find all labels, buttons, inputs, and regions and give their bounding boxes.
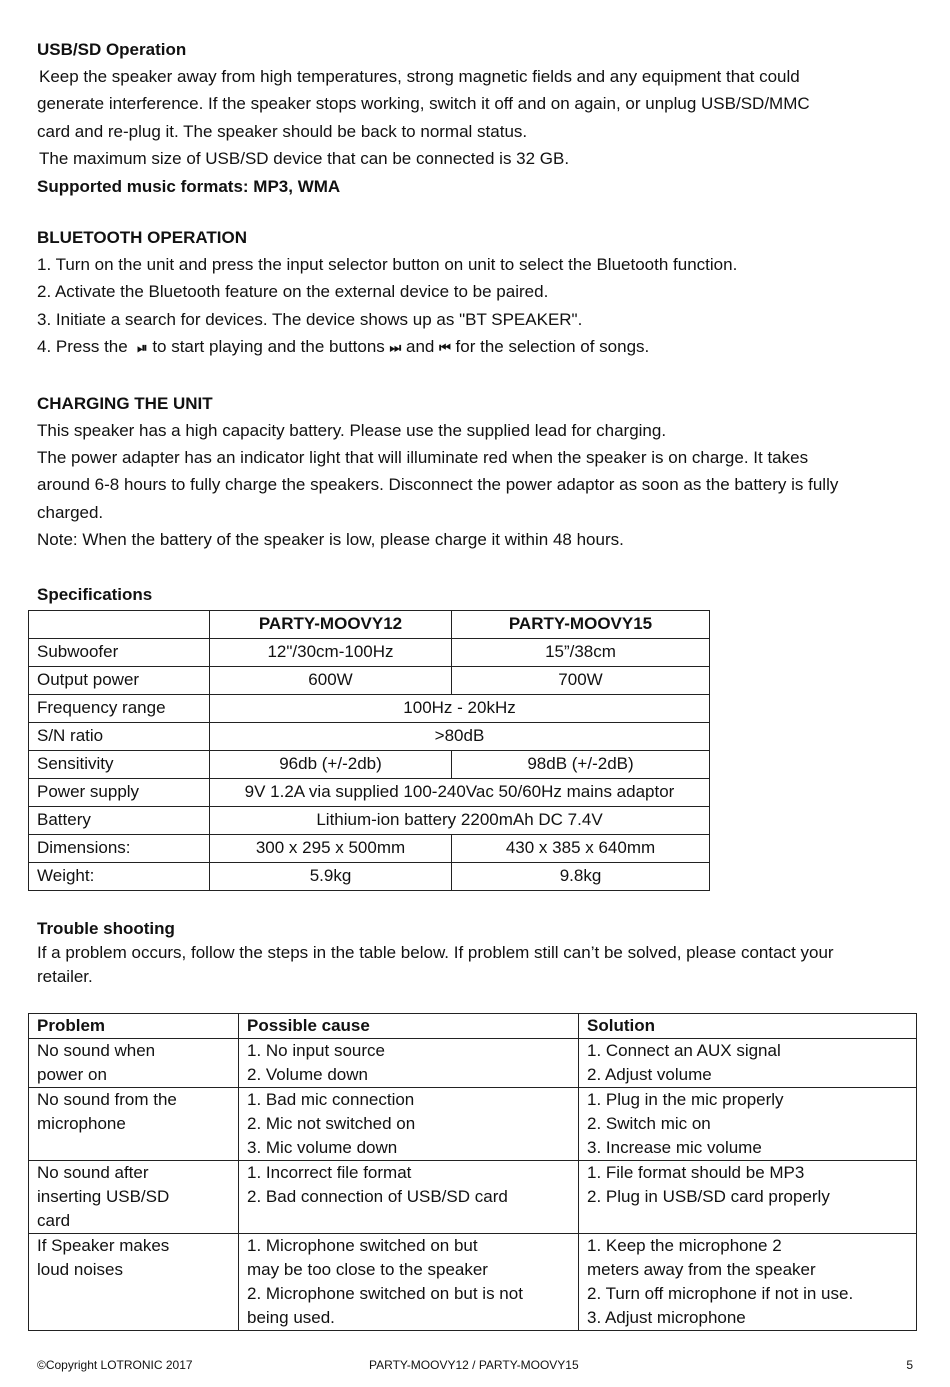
specifications-table — [28, 610, 710, 891]
text-line: 3. Increase mic volume — [587, 1137, 762, 1157]
spec-header-row — [29, 610, 710, 638]
charging-heading: CHARGING THE UNIT — [37, 393, 213, 413]
troubleshooting-table — [28, 1013, 917, 1331]
spec-row — [29, 778, 710, 806]
usb-sd-section — [37, 36, 917, 200]
charging-line: around 6-8 hours to fully charge the speakers. Disconnect the power adaptor as soon as the battery is fully — [37, 475, 839, 495]
trouble-problem — [29, 1160, 239, 1233]
text-line: 1. No input source — [247, 1040, 385, 1060]
text-line: No sound when — [37, 1040, 156, 1060]
manual-page — [37, 36, 917, 1331]
text-line: 2. Microphone switched on but is not — [247, 1283, 523, 1303]
spec-label: Output power — [29, 666, 210, 694]
spec-value: 700W — [452, 666, 710, 694]
step4-text-c: and — [405, 337, 435, 357]
trouble-row — [29, 1038, 917, 1087]
text-line: power on — [37, 1064, 107, 1084]
text-line: loud noises — [37, 1259, 124, 1279]
spec-label: S/N ratio — [29, 722, 210, 750]
text-line: 3. Adjust microphone — [587, 1307, 746, 1327]
text-line: 2. Mic not switched on — [247, 1113, 416, 1133]
specifications-heading: Specifications — [37, 584, 153, 604]
trouble-problem — [29, 1038, 239, 1087]
spec-value: 300 x 295 x 500mm — [210, 834, 452, 862]
spec-value: 430 x 385 x 640mm — [452, 834, 710, 862]
step4-text-a: 4. Press the — [37, 337, 128, 357]
trouble-solution — [579, 1160, 917, 1233]
supported-formats: Supported music formats: MP3, WMA — [37, 176, 341, 196]
bluetooth-step-4 — [37, 333, 917, 362]
footer-models: PARTY-MOOVY12 / PARTY-MOOVY15 — [369, 1358, 579, 1372]
trouble-header-row — [29, 1013, 917, 1038]
usb-paragraph-line: generate interference. If the speaker stops working, switch it off and on again, or unplug USB/SD/MMC — [37, 94, 810, 114]
text-line: 2. Volume down — [247, 1064, 368, 1084]
text-line: 2. Bad connection of USB/SD card — [247, 1186, 508, 1206]
text-line: 1. Microphone switched on but — [247, 1235, 478, 1255]
spacer — [37, 554, 917, 581]
bluetooth-heading: BLUETOOTH OPERATION — [37, 228, 247, 248]
spec-header-empty — [29, 610, 210, 638]
trouble-header-cause: Possible cause — [239, 1013, 579, 1038]
next-track-icon: ⏭ — [389, 341, 402, 357]
troubleshooting-section — [37, 917, 917, 1331]
trouble-cause — [239, 1038, 579, 1087]
trouble-solution — [579, 1038, 917, 1087]
text-line: No sound from the — [37, 1089, 177, 1109]
usb-max-size: The maximum size of USB/SD device that can be connected is 32 GB. — [39, 149, 570, 169]
spacer — [37, 363, 917, 390]
trouble-row — [29, 1233, 917, 1330]
text-line: being used. — [247, 1307, 335, 1327]
specifications-section — [37, 581, 917, 891]
text-line: 1. Incorrect file format — [247, 1162, 412, 1182]
spec-value: >80dB — [210, 722, 710, 750]
usb-paragraph-line: Keep the speaker away from high temperatures, strong magnetic fields and any equipment that could — [39, 67, 800, 86]
spacer — [37, 989, 917, 1013]
text-line: card — [37, 1210, 71, 1230]
footer-page-number: 5 — [906, 1358, 913, 1372]
spec-row — [29, 722, 710, 750]
spec-header-model-12: PARTY-MOOVY12 — [210, 610, 452, 638]
spec-value: 12"/30cm-100Hz — [210, 638, 452, 666]
spec-row — [29, 834, 710, 862]
spec-value: 9.8kg — [452, 862, 710, 890]
spacer — [37, 891, 917, 917]
previous-track-icon: ⏮ — [439, 341, 451, 357]
usb-paragraph-line: card and re-plug it. The speaker should be back to normal status. — [37, 121, 528, 141]
text-line: may be too close to the speaker — [247, 1259, 488, 1279]
trouble-cause — [239, 1087, 579, 1160]
spec-value: Lithium-ion battery 2200mAh DC 7.4V — [210, 806, 710, 834]
bluetooth-step-1: 1. Turn on the unit and press the input selector button on unit to select the Bluetooth function. — [37, 255, 738, 275]
spec-label: Frequency range — [29, 694, 210, 722]
bluetooth-section — [37, 224, 917, 363]
charging-note: Note: When the battery of the speaker is low, please charge it within 48 hours. — [37, 530, 624, 550]
bluetooth-step-3: 3. Initiate a search for devices. The device shows up as "BT SPEAKER". — [37, 309, 583, 329]
charging-line: This speaker has a high capacity battery. Please use the supplied lead for charging. — [37, 420, 667, 440]
trouble-header-solution: Solution — [579, 1013, 917, 1038]
step4-text-d: for the selection of songs. — [455, 337, 650, 357]
spec-value: 100Hz - 20kHz — [210, 694, 710, 722]
spec-row — [29, 694, 710, 722]
spec-label: Sensitivity — [29, 750, 210, 778]
bluetooth-step-2: 2. Activate the Bluetooth feature on the external device to be paired. — [37, 282, 549, 302]
spec-row — [29, 666, 710, 694]
spec-label: Weight: — [29, 862, 210, 890]
trouble-cause — [239, 1233, 579, 1330]
text-line: 1. Connect an AUX signal — [587, 1040, 781, 1060]
trouble-cause — [239, 1160, 579, 1233]
footer-copyright: ©Copyright LOTRONIC 2017 — [37, 1358, 193, 1372]
text-line: 3. Mic volume down — [247, 1137, 398, 1157]
play-pause-icon: ⏯ — [137, 341, 148, 357]
troubleshooting-heading: Trouble shooting — [37, 918, 175, 938]
spec-header-model-15: PARTY-MOOVY15 — [452, 610, 710, 638]
text-line: inserting USB/SD — [37, 1186, 170, 1206]
trouble-problem — [29, 1087, 239, 1160]
spacer — [37, 200, 917, 224]
trouble-solution — [579, 1087, 917, 1160]
text-line: 1. Plug in the mic properly — [587, 1089, 784, 1109]
charging-line: charged. — [37, 502, 104, 522]
spec-label: Power supply — [29, 778, 210, 806]
spec-label: Dimensions: — [29, 834, 210, 862]
troubleshooting-intro: If a problem occurs, follow the steps in the table below. If problem still can’t be solved, please contact your — [37, 942, 834, 962]
trouble-problem — [29, 1233, 239, 1330]
spec-row — [29, 862, 710, 890]
spec-value: 9V 1.2A via supplied 100-240Vac 50/60Hz mains adaptor — [210, 778, 710, 806]
text-line: No sound after — [37, 1162, 149, 1182]
text-line: If Speaker makes — [37, 1235, 170, 1255]
troubleshooting-intro: retailer. — [37, 966, 93, 986]
text-line: 1. File format should be MP3 — [587, 1162, 805, 1182]
trouble-header-problem: Problem — [29, 1013, 239, 1038]
text-line: 2. Plug in USB/SD card properly — [587, 1186, 830, 1206]
spec-label: Subwoofer — [29, 638, 210, 666]
text-line: 1. Bad mic connection — [247, 1089, 415, 1109]
step4-text-b: to start playing and the buttons — [152, 337, 385, 357]
spec-value: 96db (+/-2db) — [210, 750, 452, 778]
spec-value: 15”/38cm — [452, 638, 710, 666]
spec-row — [29, 750, 710, 778]
trouble-row — [29, 1087, 917, 1160]
text-line: 2. Adjust volume — [587, 1064, 712, 1084]
spec-row — [29, 638, 710, 666]
spec-row — [29, 806, 710, 834]
spec-label: Battery — [29, 806, 210, 834]
trouble-row — [29, 1160, 917, 1233]
spec-value: 98dB (+/-2dB) — [452, 750, 710, 778]
text-line: 2. Switch mic on — [587, 1113, 711, 1133]
trouble-solution — [579, 1233, 917, 1330]
charging-section — [37, 390, 917, 554]
spec-value: 5.9kg — [210, 862, 452, 890]
usb-sd-heading: USB/SD Operation — [37, 40, 187, 59]
text-line: 1. Keep the microphone 2 — [587, 1235, 782, 1255]
text-line: microphone — [37, 1113, 126, 1133]
text-line: 2. Turn off microphone if not in use. — [587, 1283, 854, 1303]
text-line: meters away from the speaker — [587, 1259, 816, 1279]
spec-value: 600W — [210, 666, 452, 694]
charging-line: The power adapter has an indicator light that will illuminate red when the speaker is on charge. It takes — [37, 448, 809, 468]
